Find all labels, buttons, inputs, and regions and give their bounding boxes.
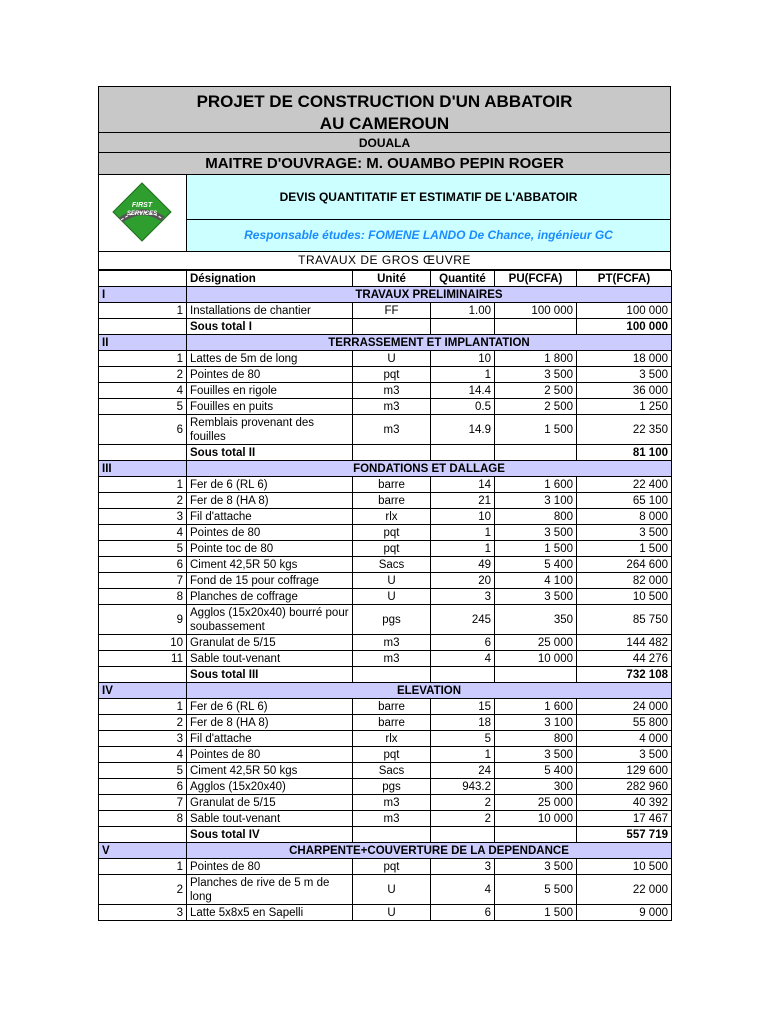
subtotal-empty-pu [495, 319, 577, 335]
project-title [99, 87, 670, 133]
item-unit: barre [353, 699, 431, 715]
item-unit-price: 25 000 [495, 795, 577, 811]
item-quantity: 2 [431, 811, 495, 827]
item-total-price: 100 000 [577, 303, 672, 319]
item-unit-price: 25 000 [495, 635, 577, 651]
item-designation: Fil d'attache [187, 731, 353, 747]
item-total-price: 3 500 [577, 367, 672, 383]
item-quantity: 0.5 [431, 399, 495, 415]
item-unit-price: 3 500 [495, 859, 577, 875]
subtotal-empty-qty [431, 319, 495, 335]
table-row [99, 399, 672, 415]
item-total-price: 129 600 [577, 763, 672, 779]
subtotal-label: Sous total I [187, 319, 353, 335]
item-number: 6 [99, 557, 187, 573]
item-number: 2 [99, 715, 187, 731]
owner-label: MAITRE D'OUVRAGE: M. OUAMBO PEPIN ROGER [99, 153, 670, 175]
table-row [99, 651, 672, 667]
item-unit-price: 3 500 [495, 747, 577, 763]
table-row [99, 605, 672, 635]
subtotal-row [99, 827, 672, 843]
subtotal-empty-pu [495, 827, 577, 843]
item-total-price: 82 000 [577, 573, 672, 589]
col-designation-header: Désignation [187, 271, 353, 287]
devis-title: DEVIS QUANTITATIF ET ESTIMATIF DE L'ABBATOIR [187, 175, 670, 220]
item-designation: Planches de rive de 5 m de long [187, 875, 353, 905]
item-unit: pgs [353, 779, 431, 795]
item-designation: Fond de 15 pour coffrage [187, 573, 353, 589]
section-roman: II [99, 335, 187, 351]
item-number: 5 [99, 541, 187, 557]
item-total-price: 10 500 [577, 589, 672, 605]
item-quantity: 14.4 [431, 383, 495, 399]
section-title: TRAVAUX PRELIMINAIRES [187, 287, 672, 303]
subtotal-spacer [99, 319, 187, 335]
item-quantity: 20 [431, 573, 495, 589]
item-unit-price: 2 500 [495, 383, 577, 399]
subtotal-spacer [99, 827, 187, 843]
subtotal-empty-qty [431, 827, 495, 843]
responsable-label: Responsable études: FOMENE LANDO De Chance, ingénieur GC [187, 220, 670, 251]
subtotal-row [99, 319, 672, 335]
item-number: 8 [99, 589, 187, 605]
subtotal-empty-pu [495, 445, 577, 461]
item-quantity: 6 [431, 635, 495, 651]
item-unit: pqt [353, 859, 431, 875]
item-number: 10 [99, 635, 187, 651]
item-total-price: 18 000 [577, 351, 672, 367]
item-number: 7 [99, 573, 187, 589]
item-designation: Pointes de 80 [187, 747, 353, 763]
subtotal-value: 557 719 [577, 827, 672, 843]
item-designation: Sable tout-venant [187, 811, 353, 827]
item-unit: barre [353, 477, 431, 493]
item-designation: Remblais provenant des fouilles [187, 415, 353, 445]
item-total-price: 3 500 [577, 525, 672, 541]
item-total-price: 17 467 [577, 811, 672, 827]
table-row [99, 811, 672, 827]
item-total-price: 40 392 [577, 795, 672, 811]
item-quantity: 245 [431, 605, 495, 635]
subtotal-empty-unit [353, 445, 431, 461]
item-designation: Fouilles en puits [187, 399, 353, 415]
item-unit: U [353, 351, 431, 367]
item-unit: barre [353, 493, 431, 509]
item-total-price: 3 500 [577, 747, 672, 763]
item-unit: pqt [353, 525, 431, 541]
item-total-price: 144 482 [577, 635, 672, 651]
item-total-price: 264 600 [577, 557, 672, 573]
item-unit: barre [353, 715, 431, 731]
item-unit-price: 5 400 [495, 557, 577, 573]
item-unit-price: 800 [495, 731, 577, 747]
table-row [99, 731, 672, 747]
item-unit-price: 3 500 [495, 589, 577, 605]
section-header-row [99, 461, 672, 477]
table-row [99, 383, 672, 399]
table-row [99, 303, 672, 319]
section-header-row [99, 335, 672, 351]
item-designation: Agglos (15x20x40) [187, 779, 353, 795]
subtotal-spacer [99, 445, 187, 461]
item-quantity: 943.2 [431, 779, 495, 795]
item-unit: m3 [353, 383, 431, 399]
section-roman: I [99, 287, 187, 303]
item-total-price: 282 960 [577, 779, 672, 795]
item-quantity: 49 [431, 557, 495, 573]
item-unit: pqt [353, 541, 431, 557]
item-number: 3 [99, 509, 187, 525]
item-unit: m3 [353, 811, 431, 827]
item-number: 4 [99, 747, 187, 763]
col-quantity-header: Quantité [431, 271, 495, 287]
project-title-line2: AU CAMEROUN [319, 114, 450, 133]
item-quantity: 18 [431, 715, 495, 731]
item-total-price: 36 000 [577, 383, 672, 399]
city-label: DOUALA [99, 133, 670, 153]
col-pu-header: PU(FCFA) [495, 271, 577, 287]
devis-info [187, 175, 670, 251]
subtotal-label: Sous total II [187, 445, 353, 461]
col-num-header [99, 271, 187, 287]
item-quantity: 3 [431, 859, 495, 875]
table-row [99, 493, 672, 509]
item-unit-price: 300 [495, 779, 577, 795]
subtotal-label: Sous total IV [187, 827, 353, 843]
item-unit-price: 350 [495, 605, 577, 635]
item-quantity: 5 [431, 731, 495, 747]
table-row [99, 541, 672, 557]
item-total-price: 22 400 [577, 477, 672, 493]
item-designation: Agglos (15x20x40) bourré pour soubassement [187, 605, 353, 635]
section-roman: V [99, 843, 187, 859]
item-unit: pgs [353, 605, 431, 635]
item-unit-price: 1 600 [495, 477, 577, 493]
item-number: 1 [99, 859, 187, 875]
document-header [98, 86, 671, 270]
section-header-row [99, 683, 672, 699]
devis-table [98, 270, 672, 921]
item-unit: pqt [353, 747, 431, 763]
item-designation: Ciment 42,5R 50 kgs [187, 557, 353, 573]
item-total-price: 10 500 [577, 859, 672, 875]
item-unit: m3 [353, 635, 431, 651]
item-number: 1 [99, 303, 187, 319]
col-unit-header: Unité [353, 271, 431, 287]
item-unit: pqt [353, 367, 431, 383]
table-row [99, 589, 672, 605]
item-quantity: 24 [431, 763, 495, 779]
item-designation: Fer de 6 (RL 6) [187, 699, 353, 715]
item-quantity: 2 [431, 795, 495, 811]
item-total-price: 24 000 [577, 699, 672, 715]
item-quantity: 1.00 [431, 303, 495, 319]
table-row [99, 859, 672, 875]
col-pt-header: PT(FCFA) [577, 271, 672, 287]
item-quantity: 14 [431, 477, 495, 493]
item-unit-price: 1 500 [495, 415, 577, 445]
item-number: 6 [99, 779, 187, 795]
item-unit-price: 5 500 [495, 875, 577, 905]
item-quantity: 1 [431, 367, 495, 383]
section-title: CHARPENTE+COUVERTURE DE LA DEPENDANCE [187, 843, 672, 859]
table-row [99, 525, 672, 541]
company-logo [99, 175, 187, 251]
item-number: 3 [99, 905, 187, 921]
item-number: 6 [99, 415, 187, 445]
subtotal-empty-unit [353, 319, 431, 335]
item-unit-price: 10 000 [495, 811, 577, 827]
item-number: 1 [99, 477, 187, 493]
item-unit: m3 [353, 399, 431, 415]
item-unit: U [353, 589, 431, 605]
section-header-row [99, 843, 672, 859]
item-total-price: 1 250 [577, 399, 672, 415]
table-row [99, 477, 672, 493]
subtotal-empty-pu [495, 667, 577, 683]
table-row [99, 795, 672, 811]
item-designation: Fer de 8 (HA 8) [187, 493, 353, 509]
item-number: 8 [99, 811, 187, 827]
item-designation: Pointe toc de 80 [187, 541, 353, 557]
item-designation: Latte 5x8x5 en Sapelli [187, 905, 353, 921]
item-unit: Sacs [353, 763, 431, 779]
item-designation: Pointes de 80 [187, 525, 353, 541]
item-number: 5 [99, 399, 187, 415]
item-quantity: 15 [431, 699, 495, 715]
item-unit: Sacs [353, 557, 431, 573]
table-row [99, 415, 672, 445]
item-quantity: 21 [431, 493, 495, 509]
subtotal-empty-unit [353, 667, 431, 683]
logo-info-row [99, 175, 670, 252]
item-total-price: 1 500 [577, 541, 672, 557]
subtotal-empty-qty [431, 667, 495, 683]
item-number: 11 [99, 651, 187, 667]
item-unit: m3 [353, 415, 431, 445]
item-unit-price: 3 100 [495, 493, 577, 509]
section-roman: III [99, 461, 187, 477]
subtotal-row [99, 445, 672, 461]
item-unit-price: 800 [495, 509, 577, 525]
devis-sheet [98, 86, 671, 921]
item-total-price: 8 000 [577, 509, 672, 525]
item-designation: Fil d'attache [187, 509, 353, 525]
item-unit: U [353, 905, 431, 921]
item-designation: Lattes de 5m de long [187, 351, 353, 367]
item-designation: Granulat de 5/15 [187, 795, 353, 811]
item-designation: Fer de 8 (HA 8) [187, 715, 353, 731]
item-number: 5 [99, 763, 187, 779]
item-unit-price: 100 000 [495, 303, 577, 319]
item-total-price: 9 000 [577, 905, 672, 921]
table-row [99, 779, 672, 795]
section-roman: IV [99, 683, 187, 699]
item-number: 1 [99, 699, 187, 715]
item-quantity: 3 [431, 589, 495, 605]
work-type-label: TRAVAUX DE GROS ŒUVRE [99, 252, 670, 269]
subtotal-empty-qty [431, 445, 495, 461]
item-unit: U [353, 573, 431, 589]
item-quantity: 4 [431, 875, 495, 905]
item-designation: Pointes de 80 [187, 367, 353, 383]
subtotal-label: Sous total III [187, 667, 353, 683]
item-total-price: 85 750 [577, 605, 672, 635]
table-row [99, 763, 672, 779]
item-number: 9 [99, 605, 187, 635]
table-row [99, 747, 672, 763]
table-row [99, 699, 672, 715]
column-header-row [99, 271, 672, 287]
item-quantity: 14.9 [431, 415, 495, 445]
table-row [99, 351, 672, 367]
item-quantity: 10 [431, 509, 495, 525]
logo-text-line2: SERVICES [126, 211, 158, 217]
table-row [99, 905, 672, 921]
item-unit: U [353, 875, 431, 905]
item-designation: Granulat de 5/15 [187, 635, 353, 651]
item-number: 1 [99, 351, 187, 367]
item-quantity: 4 [431, 651, 495, 667]
table-row [99, 715, 672, 731]
item-designation: Fer de 6 (RL 6) [187, 477, 353, 493]
first-services-logo-icon [99, 175, 186, 251]
table-row [99, 875, 672, 905]
item-designation: Fouilles en rigole [187, 383, 353, 399]
item-unit-price: 5 400 [495, 763, 577, 779]
table-row [99, 635, 672, 651]
item-designation: Planches de coffrage [187, 589, 353, 605]
table-row [99, 509, 672, 525]
subtotal-value: 100 000 [577, 319, 672, 335]
item-unit-price: 1 600 [495, 699, 577, 715]
item-designation: Pointes de 80 [187, 859, 353, 875]
section-header-row [99, 287, 672, 303]
item-unit-price: 1 500 [495, 905, 577, 921]
item-total-price: 22 350 [577, 415, 672, 445]
item-unit: rlx [353, 509, 431, 525]
section-title: ELEVATION [187, 683, 672, 699]
subtotal-row [99, 667, 672, 683]
subtotal-value: 81 100 [577, 445, 672, 461]
subtotal-value: 732 108 [577, 667, 672, 683]
project-title-line1: PROJET DE CONSTRUCTION D'UN ABBATOIR [196, 92, 573, 111]
item-quantity: 6 [431, 905, 495, 921]
subtotal-empty-unit [353, 827, 431, 843]
item-quantity: 1 [431, 541, 495, 557]
item-unit: m3 [353, 795, 431, 811]
item-unit-price: 3 100 [495, 715, 577, 731]
item-total-price: 65 100 [577, 493, 672, 509]
item-unit-price: 3 500 [495, 367, 577, 383]
item-number: 3 [99, 731, 187, 747]
item-designation: Ciment 42,5R 50 kgs [187, 763, 353, 779]
section-title: FONDATIONS ET DALLAGE [187, 461, 672, 477]
item-designation: Sable tout-venant [187, 651, 353, 667]
item-number: 7 [99, 795, 187, 811]
table-row [99, 573, 672, 589]
item-total-price: 4 000 [577, 731, 672, 747]
item-unit: FF [353, 303, 431, 319]
section-title: TERRASSEMENT ET IMPLANTATION [187, 335, 672, 351]
item-total-price: 22 000 [577, 875, 672, 905]
item-quantity: 10 [431, 351, 495, 367]
item-total-price: 44 276 [577, 651, 672, 667]
item-designation: Installations de chantier [187, 303, 353, 319]
item-unit-price: 2 500 [495, 399, 577, 415]
item-unit-price: 10 000 [495, 651, 577, 667]
item-unit-price: 4 100 [495, 573, 577, 589]
item-unit-price: 3 500 [495, 525, 577, 541]
table-row [99, 557, 672, 573]
subtotal-spacer [99, 667, 187, 683]
item-total-price: 55 800 [577, 715, 672, 731]
item-number: 2 [99, 493, 187, 509]
item-quantity: 1 [431, 525, 495, 541]
logo-text-line1: FIRST [131, 202, 153, 209]
item-number: 2 [99, 875, 187, 905]
item-quantity: 1 [431, 747, 495, 763]
item-unit: m3 [353, 651, 431, 667]
item-unit-price: 1 800 [495, 351, 577, 367]
table-row [99, 367, 672, 383]
item-number: 2 [99, 367, 187, 383]
item-unit: rlx [353, 731, 431, 747]
item-number: 4 [99, 525, 187, 541]
item-number: 4 [99, 383, 187, 399]
item-unit-price: 1 500 [495, 541, 577, 557]
